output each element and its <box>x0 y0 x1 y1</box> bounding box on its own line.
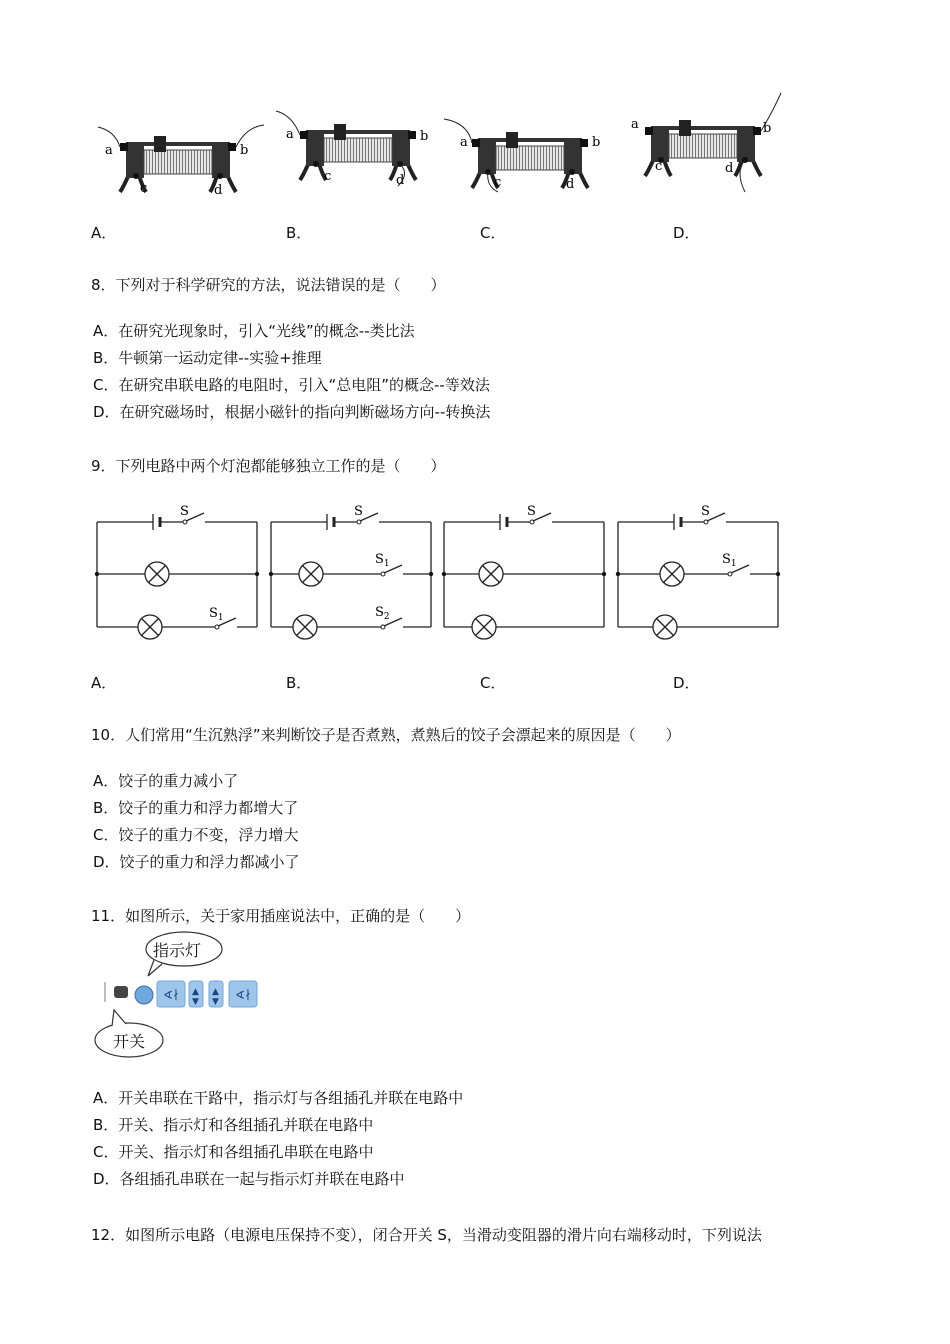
svg-text:b: b <box>763 121 772 136</box>
svg-text:S1: $S_1$ <box>375 552 390 569</box>
q8-stem: 8．下列对于科学研究的方法，说法错误的是（ ） <box>91 276 446 294</box>
q7-rheostat-diagrams <box>90 92 790 202</box>
terminal-a: a <box>105 143 113 158</box>
indicator-light-icon <box>135 986 153 1004</box>
svg-text:a: a <box>460 135 468 150</box>
svg-text:d: d <box>396 173 405 188</box>
q11-option-d[interactable]: D．各组插孔串联在一起与指示灯并联在电路中 <box>93 1170 405 1188</box>
q11-power-strip-figure <box>92 930 272 1060</box>
q8-option-c[interactable]: C．在研究串联电路的电阻时，引入“总电阻”的概念--等效法 <box>93 376 490 394</box>
lamp-icon <box>145 562 169 586</box>
svg-text:d: d <box>566 177 575 192</box>
q9-stem: 9．下列电路中两个灯泡都能够独立工作的是（ ） <box>91 457 446 475</box>
switch-icon <box>114 986 128 998</box>
svg-text:▲: ▲ <box>212 987 219 997</box>
svg-text:▼: ▼ <box>212 997 219 1007</box>
svg-text:d: d <box>725 161 734 176</box>
q11-option-b[interactable]: B．开关、指示灯和各组插孔并联在电路中 <box>93 1116 374 1134</box>
q7-option-d[interactable]: D． <box>673 224 700 242</box>
rheostat-b-image <box>300 124 416 180</box>
q7-option-b[interactable]: B． <box>286 224 312 242</box>
svg-text:∢∤: ∢∤ <box>163 988 179 1002</box>
q7-option-c[interactable]: C． <box>480 224 506 242</box>
terminal-d: d <box>214 183 223 198</box>
q7-figures <box>90 92 790 202</box>
q9-option-c[interactable]: C． <box>480 674 506 692</box>
q10-option-c[interactable]: C．饺子的重力不变，浮力增大 <box>93 826 299 844</box>
svg-text:▲: ▲ <box>192 987 199 997</box>
svg-text:b: b <box>420 129 429 144</box>
q8-option-d[interactable]: D．在研究磁场时，根据小磁针的指向判断磁场方向--转换法 <box>93 403 491 421</box>
svg-text:S: S <box>527 504 536 519</box>
svg-text:a: a <box>286 127 294 142</box>
q9-circuits <box>90 495 790 655</box>
q10-option-a[interactable]: A．饺子的重力减小了 <box>93 772 239 790</box>
svg-text:c: c <box>324 169 332 184</box>
q10-option-d[interactable]: D．饺子的重力和浮力都减小了 <box>93 853 300 871</box>
switch-s-label: S <box>180 504 189 519</box>
q10-option-b[interactable]: B．饺子的重力和浮力都增大了 <box>93 799 299 817</box>
svg-text:∢∤: ∢∤ <box>235 988 251 1002</box>
svg-text:b: b <box>592 135 601 150</box>
q12-stem: 12．如图所示电路（电源电压保持不变），闭合开关 S，当滑动变阻器的滑片向右端移动时，下列说法 <box>91 1226 762 1244</box>
svg-text:S: S <box>701 504 710 519</box>
svg-text:S2: $S_2$ <box>375 605 390 622</box>
q7-option-a[interactable]: A． <box>91 224 117 242</box>
q11-option-c[interactable]: C．开关、指示灯和各组插孔串联在电路中 <box>93 1143 374 1161</box>
terminal-b: b <box>240 143 249 158</box>
svg-text:▼: ▼ <box>192 997 199 1007</box>
svg-text:S1: $S_1$ <box>722 552 737 569</box>
indicator-callout: 指示灯 <box>153 941 202 960</box>
lamp-icon <box>138 615 162 639</box>
svg-text:a: a <box>631 117 639 132</box>
q10-stem: 10．人们常用“生沉熟浮”来判断饺子是否煮熟，煮熟后的饺子会漂起来的原因是（ ） <box>91 726 681 744</box>
svg-text:S: S <box>354 504 363 519</box>
q9-option-d[interactable]: D． <box>673 674 700 692</box>
q11-option-a[interactable]: A．开关串联在干路中，指示灯与各组插孔并联在电路中 <box>93 1089 464 1107</box>
rheostat-d-image <box>645 120 761 176</box>
switch-callout: 开关 <box>113 1032 146 1051</box>
svg-text:S1: $S_1$ <box>209 606 224 623</box>
svg-text:c: c <box>494 175 502 190</box>
terminal-c: c <box>140 181 148 196</box>
q8-option-a[interactable]: A．在研究光现象时，引入“光线”的概念--类比法 <box>93 322 415 340</box>
q9-circuit-diagrams <box>90 495 790 655</box>
q8-option-b[interactable]: B．牛顿第一运动定律--实验+推理 <box>93 349 322 367</box>
q9-option-b[interactable]: B． <box>286 674 312 692</box>
q9-option-a[interactable]: A． <box>91 674 117 692</box>
svg-text:c: c <box>655 159 663 174</box>
q11-stem: 11．如图所示，关于家用插座说法中，正确的是（ ） <box>91 907 471 925</box>
